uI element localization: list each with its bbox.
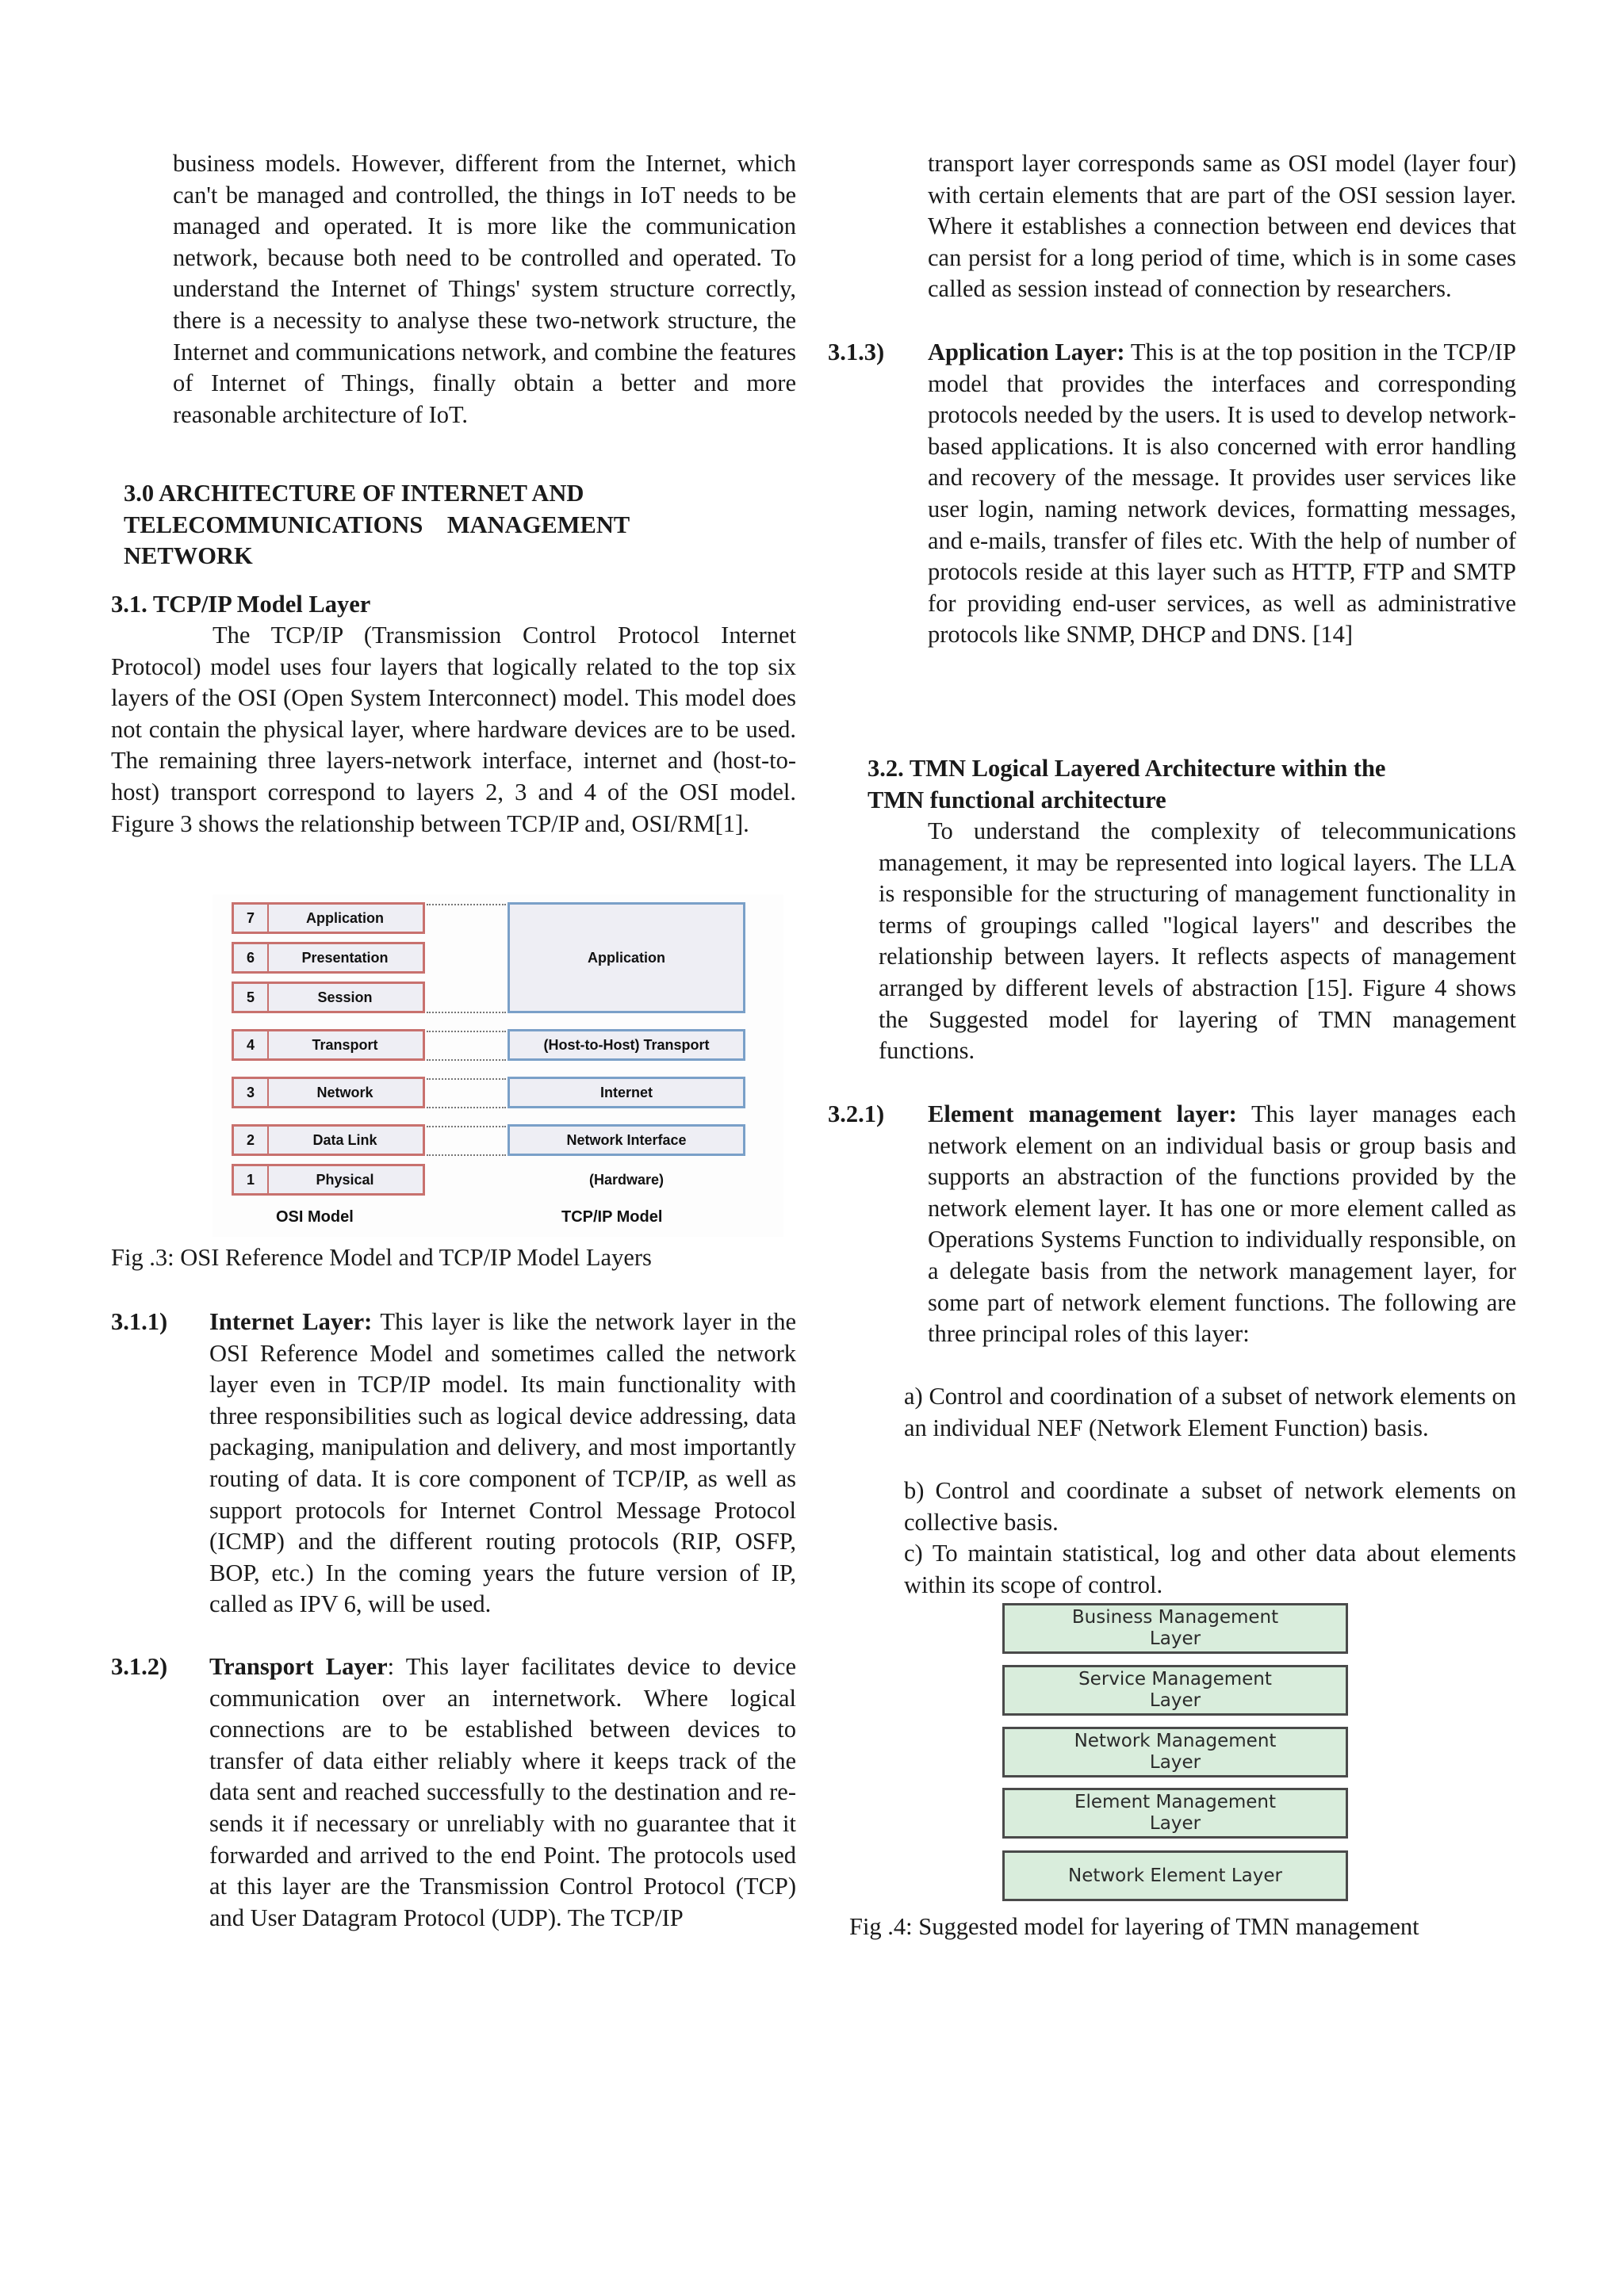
tmn-layer-line: Business Management <box>1071 1607 1279 1628</box>
connector-dots <box>427 1059 506 1061</box>
tmn-layer-line: Layer <box>1149 1813 1201 1834</box>
item-text: This layer manages each network element on an individual basis or group basis and supports an abstraction of the functions provided by the network element layer. It has one or more element called as Operations Systems Function to individually responsible, on a delegate basis from the network management layer, for some part of network element functions. The following are three principal roles of this layer: <box>928 1100 1516 1348</box>
role-a: a) Control and coordination of a subset of network elements on an individual NEF (Network Element Function) basis. <box>904 1383 1516 1441</box>
item-title: Internet Layer: <box>209 1308 373 1335</box>
item-text: : This layer facilitates device to device communication over an internetwork. Where logical connections are to be established between devices to transfer of data either reliably where it keeps track of the data sent and reached successfully to the destination and re- sends it if necessary or unreliably with no guarantee that it forwarded and arrived to the end Point. The protocols used at this layer are the Transmission Control Protocol (TCP) and User Datagram Protocol (UDP). The TCP/IP <box>209 1653 796 1931</box>
section-heading-line: NETWORK <box>124 542 253 570</box>
layer-name: Data Link <box>312 1131 377 1148</box>
item-title: Element management layer: <box>928 1100 1237 1127</box>
osi-layer-row <box>232 1124 425 1156</box>
layer-name: Application <box>306 909 384 926</box>
layer-number: 6 <box>234 944 269 971</box>
tmn-paragraph: To understand the complexity of telecommunications management, it may be represented into logical layers. The LLA is responsible for the structuring of management functionality in terms of groupings called "logical layers" and describes the relationship between layers. It reflects aspects of management arranged by different levels of abstraction [15]. Figure 4 shows the Suggested model for layering of TMN management functions. <box>879 817 1516 1065</box>
layer-number: 2 <box>234 1127 269 1154</box>
tmn-layer-line: Service Management <box>1078 1669 1272 1689</box>
connector-dots <box>427 1031 506 1032</box>
osi-layer-row <box>232 902 425 934</box>
layer-name: Transport <box>312 1036 378 1053</box>
item-title: Application Layer: <box>928 339 1125 365</box>
item-text: This is at the top position in the TCP/IP model that provides the interfaces and corresponding protocols needed by the users. It is used to develop network-based applications. It is also concerned with error handling and recovery of the message. It provides user services like user login, naming network devices, formatting messages, and e-mails, transfer of files etc. With the help of number of protocols reside at this layer such as HTTP, FTP and SMTP for providing end-user services, as well as administrative protocols like SNMP, DHCP and DNS. [14] <box>928 339 1516 649</box>
tmn-layer-line: Network Element Layer <box>1067 1865 1282 1886</box>
connector-dots <box>427 1107 506 1108</box>
osi-layer-row <box>232 1164 425 1196</box>
item-number-313: 3.1.3) <box>828 339 885 365</box>
tmn-layer-box <box>1002 1850 1348 1901</box>
layer-name: Physical <box>316 1171 374 1188</box>
subsection-heading-31: 3.1. TCP/IP Model Layer <box>111 591 371 618</box>
osi-layer-row <box>232 1077 425 1108</box>
tmn-layer-line: Layer <box>1149 1628 1201 1649</box>
osi-tcpip-figure <box>213 894 783 1237</box>
subsection-heading-line: TMN functional architecture <box>868 786 1166 813</box>
element-management-paragraph <box>928 1099 1516 1350</box>
tmn-layer-box <box>1002 1665 1348 1716</box>
item-number-312: 3.1.2) <box>111 1653 168 1680</box>
tcpip-paragraph: The TCP/IP (Transmission Control Protocol Internet Protocol) model uses four layers that logically related to the top six layers of the OSI (Open System Interconnect) model. This model does not contain the physical layer, where hardware devices are to be used. The remaining three layers-network interface, internet and (host-to-host) transport correspond to layers 2, 3 and 4 of the OSI model. Figure 3 shows the relationship between TCP/IP and, OSI/RM[1]. <box>111 622 796 837</box>
tcp-layer-network-interface: Network Interface <box>508 1124 745 1156</box>
transport-continuation: transport layer corresponds same as OSI model (layer four) with certain elements that are part of the OSI session layer. Where it establishes a connection between end devices that can persist for a long period of time, which is in some cases called as session instead of connection by researchers. <box>928 150 1516 303</box>
transport-layer-paragraph <box>209 1651 796 1934</box>
fig3-caption: Fig .3: OSI Reference Model and TCP/IP Model Layers <box>111 1244 652 1271</box>
tmn-layer-box <box>1002 1603 1348 1654</box>
tcp-layer-application: Application <box>508 902 745 1013</box>
section-heading <box>124 478 798 572</box>
tmn-layer-line: Network Management <box>1074 1731 1277 1751</box>
application-layer-paragraph <box>928 337 1516 651</box>
item-number-321: 3.2.1) <box>828 1100 885 1127</box>
section-heading-line: TELECOMMUNICATIONS MANAGEMENT <box>124 511 630 538</box>
tcp-layer-hardware: (Hardware) <box>588 1171 665 1188</box>
role-b: b) Control and coordinate a subset of network elements on collective basis. <box>904 1477 1516 1536</box>
layer-number: 7 <box>234 905 269 932</box>
osi-layer-row <box>232 982 425 1013</box>
intro-paragraph: business models. However, different from the Internet, which can't be managed and controlled, the things in IoT needs to be managed and operated. It is more like the communication network, because both need to be controlled and operated. To understand the Internet of Things' system structure correctly, there is a necessity to analyse these two-network structure, the Internet and communications network, and combine the features of Internet of Things, finally obtain a better and more reasonable architecture of IoT. <box>173 150 796 428</box>
tmn-layer-box <box>1002 1788 1348 1839</box>
tmn-layer-line: Element Management <box>1074 1792 1277 1812</box>
connector-dots <box>427 1154 506 1156</box>
tcpip-model-label: TCP/IP Model <box>561 1208 663 1226</box>
layer-number: 3 <box>234 1079 269 1106</box>
layer-number: 5 <box>234 984 269 1011</box>
tmn-layer-line: Layer <box>1149 1690 1201 1711</box>
tcp-layer-transport: (Host-to-Host) Transport <box>508 1029 745 1061</box>
osi-layer-row <box>232 1029 425 1061</box>
item-number-311: 3.1.1) <box>111 1308 168 1335</box>
tcp-layer-internet: Internet <box>508 1077 745 1108</box>
subsection-heading-line: 3.2. TMN Logical Layered Architecture within the <box>868 755 1386 782</box>
tmn-layer-box <box>1002 1727 1348 1777</box>
layer-number: 1 <box>234 1166 269 1193</box>
osi-model-label: OSI Model <box>276 1208 354 1226</box>
layer-name: Session <box>317 989 373 1005</box>
connector-dots <box>427 1126 506 1127</box>
item-title: Transport Layer <box>209 1653 388 1680</box>
tmn-layer-line: Layer <box>1149 1752 1201 1773</box>
layer-name: Presentation <box>301 949 389 966</box>
internet-layer-paragraph <box>209 1307 796 1621</box>
layer-number: 4 <box>234 1031 269 1058</box>
layer-name: Network <box>316 1084 373 1100</box>
subsection-heading-32 <box>868 753 1526 816</box>
item-text: This layer is like the network layer in the OSI Reference Model and sometimes called the network layer even in TCP/IP model. Its main functionality with three responsibilities such as logical device addressing, data packaging, manipulation and delivery, and most importantly routing of data. It is core component of TCP/IP, as well as support protocols for Internet Control Message Protocol (ICMP) and the different routing protocols (RIP, OSFP, BOP, etc.) In the coming years the future version of IP, called as IPV 6, will be used. <box>209 1308 797 1618</box>
connector-dots <box>427 1012 506 1013</box>
fig4-caption: Fig .4: Suggested model for layering of TMN management <box>849 1913 1419 1940</box>
role-c: c) To maintain statistical, log and other data about elements within its scope of control. <box>904 1540 1516 1598</box>
osi-layer-row <box>232 942 425 974</box>
connector-dots <box>427 904 506 905</box>
section-heading-line: 3.0 ARCHITECTURE OF INTERNET AND <box>124 480 584 507</box>
connector-dots <box>427 1078 506 1080</box>
